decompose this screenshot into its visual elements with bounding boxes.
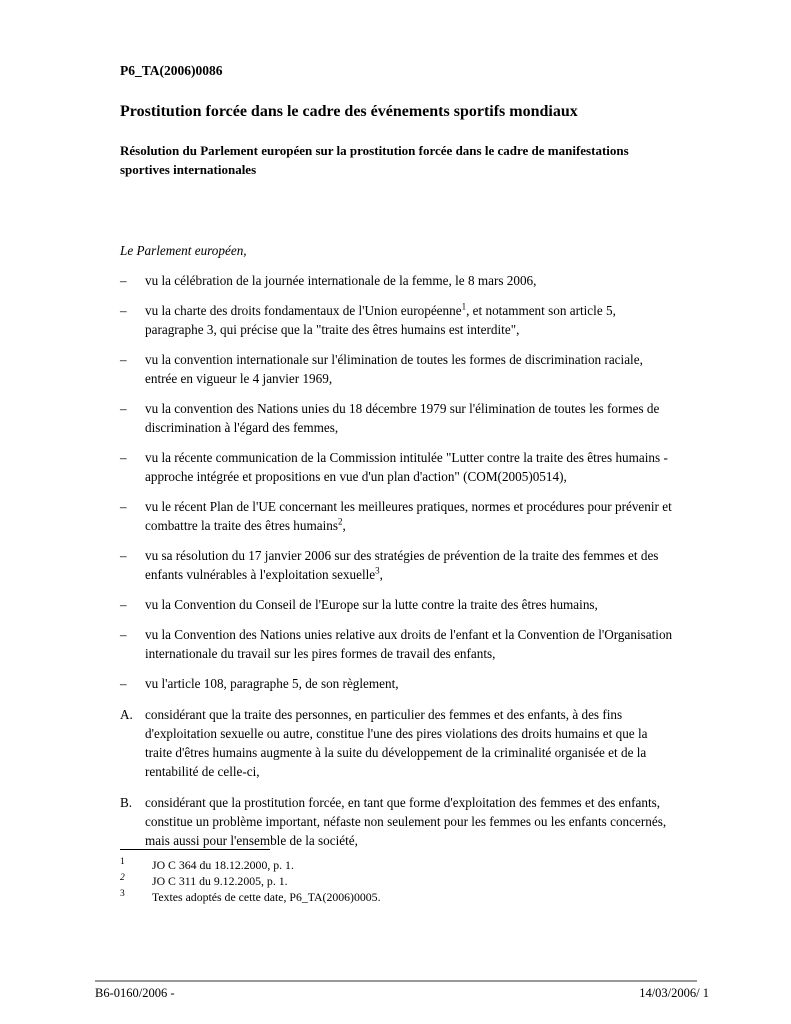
- dash-marker: –: [120, 450, 127, 465]
- dash-marker: –: [120, 303, 127, 318]
- citation-item: [120, 625, 673, 663]
- citation-item: [120, 497, 673, 535]
- footer-row: [95, 985, 709, 1002]
- citation-text-segment: vu la célébration de la journée internationale de la femme, le 8 mars 2006,: [145, 273, 537, 288]
- recital-text: considérant que la traite des personnes, en particulier des femmes et des enfants, à des fins d'exploitation sexuelle ou autre, constitue l'une des pires violations des droits humains et que la traite d'êtres humains augmente à la suite du développement de la criminalité organisée et de la rentabilité de celle-ci,: [145, 707, 648, 779]
- citation-text-segment: vu sa résolution du 17 janvier 2006 sur des stratégies de prévention de la traite des femmes et des enfants vulnérables à l'exploitation sexuelle: [145, 548, 659, 582]
- dash-marker: –: [120, 627, 127, 642]
- recital-paragraph-a: [120, 705, 673, 781]
- dash-marker: –: [120, 352, 127, 367]
- footnote: [120, 857, 673, 873]
- citation-item: [120, 674, 673, 693]
- recital-paragraph-b: [120, 793, 673, 850]
- citation-text-segment: vu la convention des Nations unies du 18 décembre 1979 sur l'élimination de toutes les formes de discrimination à l'égard des femmes,: [145, 401, 660, 435]
- citation-text: [145, 448, 673, 486]
- citation-text: [145, 625, 673, 663]
- footnote-text: JO C 364 du 18.12.2000, p. 1.: [152, 858, 294, 872]
- citation-text-segment: ,: [342, 518, 346, 533]
- citation-text: [145, 595, 673, 614]
- dash-marker: –: [120, 597, 127, 612]
- recital-label: A.: [120, 707, 133, 722]
- citation-text: [145, 546, 673, 584]
- citation-text-segment: vu l'article 108, paragraphe 5, de son règlement,: [145, 676, 399, 691]
- citation-item: [120, 595, 673, 614]
- citation-item: [120, 546, 673, 584]
- dash-marker: –: [120, 273, 127, 288]
- footnote-ref-3: 3: [375, 565, 380, 576]
- citation-text-segment: vu la récente communication de la Commission intitulée "Lutter contre la traite des êtres humains - approche intégrée et propositions en vue d'un plan d'action" (COM(2005)0514),: [145, 450, 668, 484]
- recital-text: considérant que la prostitution forcée, en tant que forme d'exploitation des femmes et des enfants, constitue un problème important, néfaste non seulement pour les femmes ou les enfants concernés, mais aussi pour l'ensemble de la société,: [145, 795, 667, 848]
- footnote-number: 2: [120, 873, 125, 883]
- footnote: [120, 889, 673, 905]
- dash-marker: –: [120, 401, 127, 416]
- footnote-text: JO C 311 du 9.12.2005, p. 1.: [152, 874, 288, 888]
- footer-doc-reference: B6-0160/2006 -: [95, 986, 175, 1000]
- citation-text-segment: vu la Convention des Nations unies relative aux droits de l'enfant et la Convention de l'Organisation internationale du travail sur les pires formes de travail des enfants,: [145, 627, 673, 661]
- document-code: P6_TA(2006)0086: [120, 63, 223, 78]
- footnotes-section: [120, 849, 673, 905]
- footnote-separator: [120, 849, 270, 850]
- citation-text: [145, 674, 673, 693]
- document-subtitle: Résolution du Parlement européen sur la prostitution forcée dans le cadre de manifestations sportives internationales: [120, 143, 629, 177]
- citation-text-segment: vu la charte des droits fondamentaux de l'Union européenne: [145, 303, 462, 318]
- citation-text-segment: vu le récent Plan de l'UE concernant les meilleures pratiques, normes et procédures pour prévenir et combattre la traite des êtres humains: [145, 499, 672, 533]
- citation-text-segment: vu la convention internationale sur l'élimination de toutes les formes de discrimination raciale, entrée en vigueur le 4 janvier 1969,: [145, 352, 643, 386]
- intro-line: Le Parlement européen,: [120, 243, 247, 258]
- citation-text-segment: vu la Convention du Conseil de l'Europe sur la lutte contre la traite des êtres humains,: [145, 597, 598, 612]
- footnote-ref-2: 2: [337, 516, 343, 527]
- footnote-number: 3: [120, 889, 125, 899]
- citation-item: [120, 399, 673, 437]
- footnote-text: Textes adoptés de cette date, P6_TA(2006)0005.: [152, 890, 381, 904]
- page-footer: [95, 980, 709, 1002]
- citation-text: [145, 399, 673, 437]
- citation-item: [120, 301, 673, 339]
- citation-text-segment: ,: [379, 567, 383, 582]
- document-title: Prostitution forcée dans le cadre des événements sportifs mondiaux: [120, 103, 578, 120]
- footer-date-page: 14/03/2006/ 1: [639, 986, 709, 1000]
- dash-marker: –: [120, 676, 127, 691]
- citation-text: [145, 497, 673, 535]
- citation-item: [120, 271, 673, 290]
- dash-marker: –: [120, 499, 127, 514]
- document-body: [120, 62, 673, 850]
- footnote-number: 1: [120, 857, 125, 867]
- footer-separator: [95, 980, 697, 982]
- citation-text: [145, 350, 673, 388]
- citation-text: [145, 271, 673, 290]
- footnote: [120, 873, 673, 889]
- dash-marker: –: [120, 548, 127, 563]
- citation-item: [120, 350, 673, 388]
- citation-text: [145, 301, 673, 339]
- recital-label: B.: [120, 795, 133, 810]
- footnote-ref-1: 1: [461, 301, 467, 312]
- citation-item: [120, 448, 673, 486]
- citation-text-segment: , et notamment son article 5, paragraphe 3, qui précise que la "traite des êtres humains est interdite",: [145, 303, 616, 337]
